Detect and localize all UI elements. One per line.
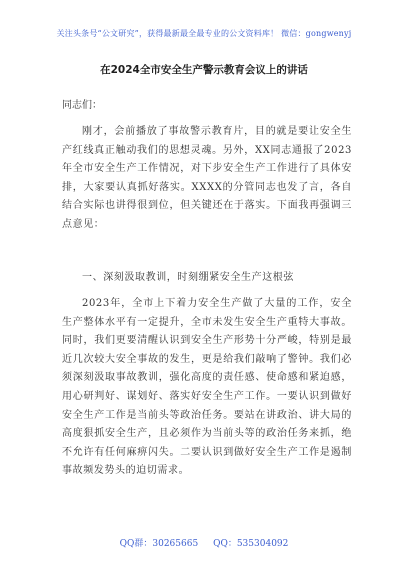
paragraph-section-one — [62, 295, 352, 481]
section-heading: 一、深刻汲取教训，时刻绷紧安全生产这根弦 — [82, 272, 294, 283]
footer-qq-group: QQ群：30265665 — [119, 539, 199, 549]
footer-contact — [0, 536, 408, 549]
paragraph-text: 刚才，会前播放了事故警示教育片，目的就是要让安全生产红线真正触动我们的思想灵魂。另外，XX同志通报了2023年全市安全生产工作情况，对下步安全生产工作进行了具体安排，大家要认真抓好落实。XXXX的分管同志也发了言，各自结合实际也讲得很到位，但关键还在于落实。下面我再强调三点意见： — [62, 126, 352, 230]
paragraph-text: 2023年，全市上下着力安全生产做了大量的工作，安全生产整体水平有一定提升，全市未发生安全生产重特大事故。同时，我们更要清醒认识到安全生产形势十分严峻，特别是最近几次较大安全事故的发生，更是给我们敲响了警钟。我们必须深刻汲取事故教训，强化高度的责任感、使命感和紧迫感，用心研判好、谋划好、落实好安全生产工作。一要认识到做好安全生产工作是当前头等政治任务。要站在讲政治、讲大局的高度狠抓安全生产，且必须作为当前头等的政治任务来抓，绝不允许有任何麻痹闪失。二要认识到做好安全生产工作是遏制事故频发势头的迫切需求。 — [62, 298, 352, 477]
salutation: 同志们： — [62, 100, 102, 111]
paragraph-intro — [62, 123, 352, 235]
footer-qq: QQ：535304092 — [213, 539, 289, 549]
document-title: 在2024全市安全生产警示教育会议上的讲话 — [100, 64, 308, 76]
header-note: 关注头条号“公文研究”，获得最新最全最专业的公文资料库！ 微信：gongwenyj — [56, 29, 352, 38]
